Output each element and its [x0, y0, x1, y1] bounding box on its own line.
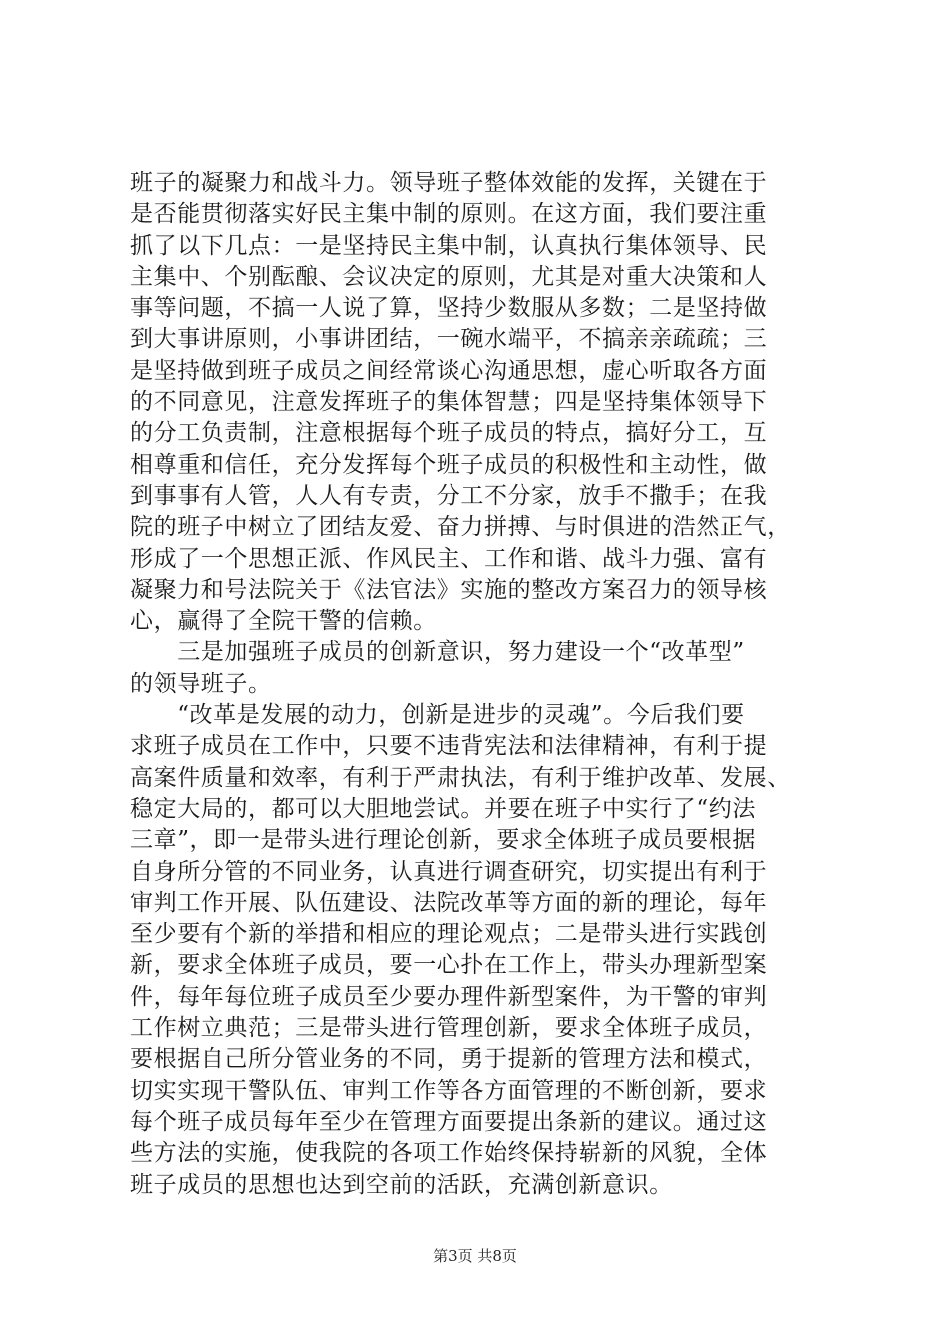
text-line: 到大事讲原则，小事讲团结，一碗水端平，不搞亲亲疏疏；三 — [130, 326, 768, 353]
body-text — [130, 168, 830, 1201]
text-line: 自身所分管的不同业务，认真进行调查研究，切实提出有利于 — [130, 858, 768, 885]
text-line: 主集中、个别酝酿、会议决定的原则，尤其是对重大决策和人 — [130, 263, 768, 290]
text-line: 相尊重和信任，充分发挥每个班子成员的积极性和主动性，做 — [130, 451, 768, 478]
text-line: 工作树立典范；三是带头进行管理创新，要求全体班子成员， — [130, 1015, 768, 1042]
text-line: 稳定大局的，都可以大胆地尝试。并要在班子中实行了“约法 — [130, 795, 756, 822]
text-line: 班子成员的思想也达到空前的活跃，充满创新意识。 — [130, 1171, 673, 1198]
text-line: 审判工作开展、队伍建设、法院改革等方面的新的理论，每年 — [130, 889, 768, 916]
page-number-footer: 第3页 共8页 — [433, 1247, 517, 1265]
text-line: 切实实现干警队伍、审判工作等各方面管理的不断创新，要求 — [130, 1077, 768, 1104]
text-line: 的不同意见，注意发挥班子的集体智慧；四是坚持集体领导下 — [130, 389, 768, 416]
text-line: 心，赢得了全院干警的信赖。 — [130, 608, 437, 635]
text-line: 到事事有人管，人人有专责，分工不分家，放手不撒手；在我 — [130, 482, 768, 509]
text-line: 是否能贯彻落实好民主集中制的原则。在这方面，我们要注重 — [130, 201, 768, 228]
text-line: 是坚持做到班子成员之间经常谈心沟通思想，虚心听取各方面 — [130, 357, 768, 384]
text-line: “改革是发展的动力，创新是进步的灵魂”。今后我们要 — [130, 702, 745, 729]
text-line: 每个班子成员每年至少在管理方面要提出条新的建议。通过这 — [130, 1108, 768, 1135]
text-line: 要根据自己所分管业务的不同，勇于提新的管理方法和模式， — [130, 1046, 768, 1073]
text-line: 事等问题，不搞一人说了算，坚持少数服从多数；二是坚持做 — [130, 295, 768, 322]
text-line: 新，要求全体班子成员，要一心扑在工作上，带头办理新型案 — [130, 952, 768, 979]
text-line: 三章”，即一是带头进行理论创新，要求全体班子成员要根据 — [130, 827, 756, 854]
text-line: 班子的凝聚力和战斗力。领导班子整体效能的发挥，关键在于 — [130, 170, 768, 196]
text-line: 凝聚力和号法院关于《法官法》实施的整改方案召力的领导核 — [130, 576, 768, 603]
text-line: 求班子成员在工作中，只要不违背宪法和法律精神，有利于提 — [130, 733, 768, 760]
text-line: 的领导班子。 — [130, 670, 272, 697]
text-line: 形成了一个思想正派、作风民主、工作和谐、战斗力强、富有 — [130, 545, 768, 572]
text-line: 高案件质量和效率，有利于严肃执法，有利于维护改革、发展、 — [130, 764, 791, 791]
text-line: 件，每年每位班子成员至少要办理件新型案件，为干警的审判 — [130, 983, 768, 1010]
text-line: 至少要有个新的举措和相应的理论观点；二是带头进行实践创 — [130, 921, 768, 948]
text-line: 些方法的实施，使我院的各项工作始终保持崭新的风貌，全体 — [130, 1140, 768, 1167]
text-line: 抓了以下几点：一是坚持民主集中制，认真执行集体领导、民 — [130, 232, 768, 259]
text-line: 院的班子中树立了团结友爱、奋力拼搏、与时俱进的浩然正气， — [130, 514, 791, 541]
text-line: 三是加强班子成员的创新意识，努力建设一个“改革型” — [130, 639, 745, 666]
text-line: 的分工负责制，注意根据每个班子成员的特点，搞好分工，互 — [130, 420, 768, 447]
